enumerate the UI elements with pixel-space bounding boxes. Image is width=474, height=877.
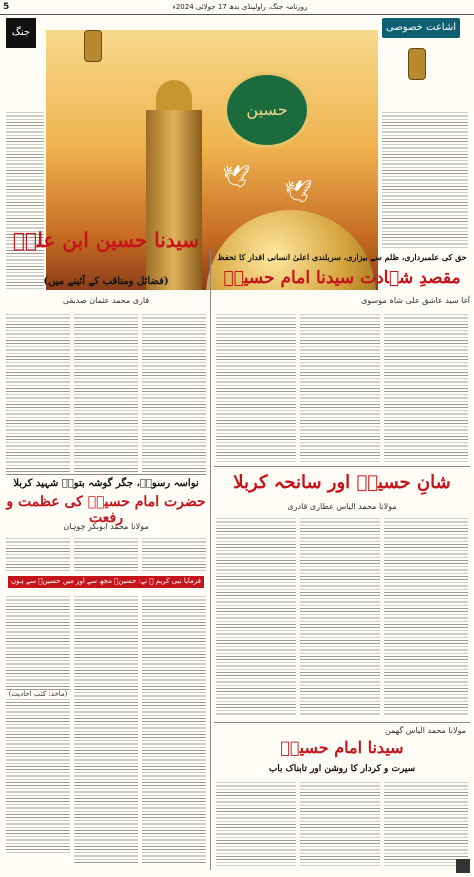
text-column <box>300 516 380 716</box>
page-number: 5 <box>3 2 10 12</box>
jang-logo: جنگ <box>6 18 36 48</box>
text-column-left-top <box>6 110 44 290</box>
lantern-icon <box>408 48 426 80</box>
hussain-calligraphy: حسین <box>224 72 310 148</box>
text-column <box>142 312 206 472</box>
dove-icon: 🕊 <box>222 165 250 190</box>
text-column <box>384 516 468 716</box>
maqsad-author: آغا سید عاشق علی شاہ موسوی <box>361 296 470 305</box>
main-author: قاری محمد عثمان صدیقی <box>62 296 150 305</box>
section-divider <box>6 474 206 475</box>
text-column <box>74 312 138 472</box>
text-column <box>142 594 206 864</box>
section-divider <box>214 466 470 467</box>
text-column <box>6 312 70 472</box>
top-bar <box>0 0 474 15</box>
lantern-icon <box>84 30 102 62</box>
text-column <box>300 312 380 462</box>
text-column <box>300 780 380 866</box>
maqsad-kicker: حق کی علمبرداری، ظلم سے بیزاری، سربلندی اعلیٰ انسانی اقدار کا تحفظ <box>217 252 467 262</box>
text-column <box>384 780 468 866</box>
hadith-box: فرمایا نبی کریم ﷺ نے: حسینؓ مجھ سے اور میں حسینؓ سے ہوں <box>8 576 204 588</box>
text-column <box>74 594 138 864</box>
bottom-author: مولانا محمد الیاس گھمن <box>384 726 466 735</box>
text-column <box>216 516 296 716</box>
text-column <box>74 536 138 572</box>
signoff: (ماخذ: کتب احادیث) <box>6 690 70 698</box>
text-column <box>6 594 70 854</box>
imam-subtitle: سیرت و کردار کا روشن اور تابناک باب <box>268 764 416 774</box>
main-subtitle: (فضائل ومناقب کے آئینے میں) <box>43 276 169 287</box>
dateline: روزنامہ جنگ، راولپنڈی بدھ 17 جولائی 2024ء <box>172 3 308 11</box>
maqsad-title: مقصدِ شہادت سیدنا امام حسینؓ <box>223 268 461 288</box>
text-column <box>6 536 70 572</box>
column-divider <box>210 250 211 870</box>
minaret <box>146 110 202 290</box>
main-title: سیدنا حسین ابن علیؓ <box>12 228 200 252</box>
azmat-title: حضرت امام حسینؓ کی عظمت و رفعت <box>6 494 206 526</box>
text-column <box>216 780 296 866</box>
nawasa-kicker: نواسہ رسولؐ، جگر گوشہ بتولؓ شہید کربلا <box>13 478 199 489</box>
shan-title: شانِ حسینؓ اور سانحہ کربلا <box>233 472 451 493</box>
text-column <box>142 536 206 572</box>
imam-title: سیدنا امام حسینؓ <box>280 738 404 757</box>
text-column <box>384 312 468 462</box>
corner-mark-icon <box>456 859 470 873</box>
text-column-right-top <box>382 110 468 250</box>
shan-author: مولانا محمد الیاس عطاری قادری <box>287 502 397 511</box>
section-divider <box>214 722 470 723</box>
text-column <box>216 312 296 462</box>
dove-icon: 🕊 <box>284 180 312 205</box>
special-edition-banner: اشاعت خصوصی <box>382 18 460 38</box>
azmat-author: مولانا محمد ابوبکر چوہان <box>63 522 149 531</box>
